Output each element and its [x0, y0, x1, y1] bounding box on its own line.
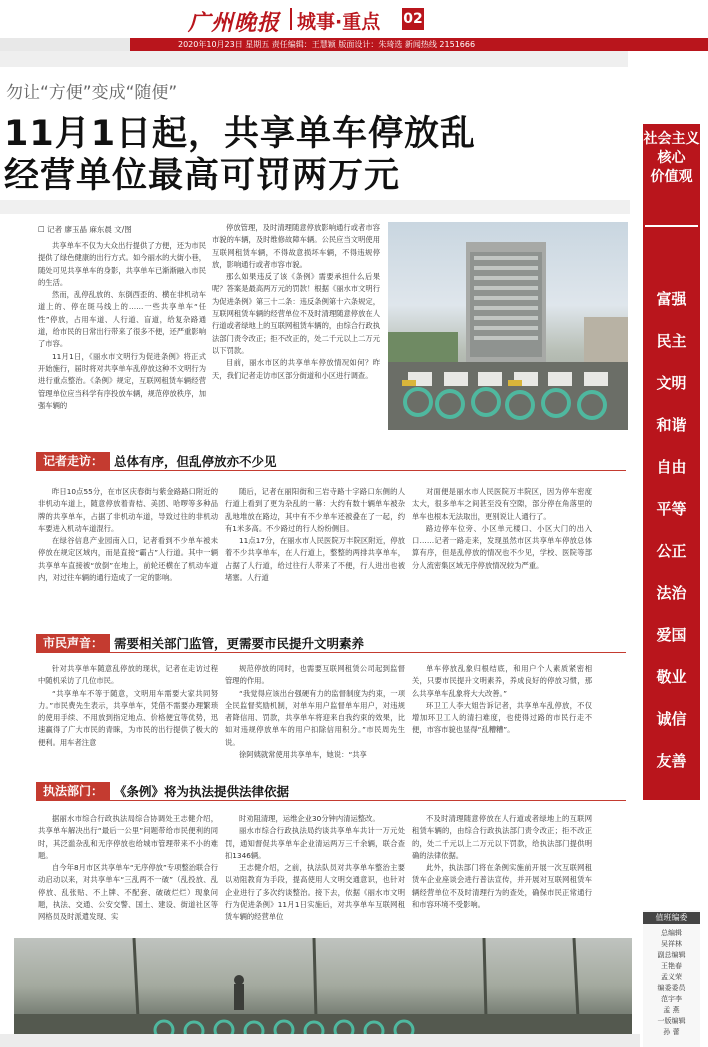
- section-title: 总体有序，但乱停放亦不少见: [114, 454, 277, 469]
- dateline: 2020年10月23日 星期五 责任编辑：王慧颖 版面设计：朱琦选 新闻热线 2151666: [178, 40, 476, 49]
- value-word: 法治: [656, 584, 687, 602]
- section-title: 《条例》将为执法提供法律依据: [114, 784, 290, 799]
- value-word: 敬业: [656, 668, 687, 686]
- section-1-column-3: [412, 486, 592, 608]
- paragraph: 随后，记者在丽阳街和三岩寺路十字路口东侧的人行道上看到了更为杂乱的一幕：大约有数十辆单车被杂乱地堆放在路边，其中有不少单车还被叠在了一起，约有1米多高。不少路过的行人纷纷侧目。: [225, 487, 405, 533]
- staff-line: 副总编辑: [657, 951, 686, 959]
- core-values-title: [643, 130, 700, 187]
- photo-parked-bikes-building: [388, 222, 628, 430]
- section-rule: [36, 800, 626, 801]
- staff-line: 范宇李: [661, 995, 682, 1003]
- value-word: 和谐: [656, 416, 687, 434]
- article-subhead: 勿让“方便”变成“随便”: [6, 83, 178, 103]
- value-word: 公正: [656, 542, 687, 560]
- paragraph: 11月1日，《丽水市文明行为促进条例》将正式开始施行，届时将对共享单车乱停放这种不文明行为进行重点整治。《条例》规定，互联网租赁车辆经营管理单位应当科学有序投放车辆，规范停放秩序，加强车辆的: [38, 351, 206, 410]
- masthead-divider: [290, 8, 292, 30]
- section-2-column-1: [38, 663, 218, 771]
- value-word: 民主: [656, 332, 687, 350]
- paragraph: “我觉得应该出台强硬有力的监督制度为约束，一项全民监督奖励机制，对单车用户监督单车用户，对违规者降信用、罚款，共享单车将迎来自我约束的效果，比如对违规停放单车的用户扣除信用积分。”市民周先生说。: [225, 688, 405, 747]
- byline: ☐ 记者 廖玉晶 麻东晨 文/图: [38, 225, 132, 234]
- lead-column-1: [38, 240, 206, 432]
- newspaper-logo: 广州晚报: [188, 10, 281, 36]
- paragraph: 徐阿姨就常使用共享单车，她说：“共享: [239, 750, 367, 760]
- section-title: 需要相关部门监管，更需要市民提升文明素养: [114, 636, 365, 651]
- core-values-title-line: 社会主义: [643, 131, 700, 147]
- section-header-reporter-visit: [36, 450, 626, 472]
- section-3-column-3: [412, 813, 592, 933]
- top-divider-band: [0, 51, 628, 67]
- staff-line: 孟 燕: [663, 1006, 680, 1014]
- paragraph: 时劝阻清理，运维企业30分钟内清运整改。: [239, 814, 380, 823]
- paragraph: 共享单车不仅为大众出行提供了方便，还为市民提供了绿色健康的出行方式。如今丽水的大街小巷，随处可见共享单车的身影，共享单车已渐渐融入市民的生活。: [38, 241, 206, 287]
- paragraph: 11点17分，在丽水市人民医院万丰院区附近，停放着不少共享单车，在人行道上，整整的两排共享单车，占据了人行道，给过往行人带来了不便，行人进出也被堵塞。人行道: [225, 536, 405, 583]
- paragraph: 王志健介绍，之前，执法队员对共享单车整治主要以劝阻教育为手段，提高使用人文明交通意识，也针对企业进行了多次约谈整治。接下去，依据《丽水市文明行为促进条例》11月1日实施后，对共享单车互联网租赁车辆的经营单位: [225, 863, 405, 922]
- value-word: 平等: [656, 500, 687, 518]
- paragraph: 此外，执法部门将在条例实施前开展一次互联网租赁车企业座谈会进行普法宣传，并开展对互联网租赁车辆经营单位不及时清理行为的查处，确保市民正常通行和市容环境不受影响。: [412, 863, 592, 910]
- section-1-column-1: [38, 486, 218, 608]
- core-values-title-line: 价值观: [650, 169, 693, 185]
- section-label: 市民声音：: [36, 634, 110, 652]
- staff-line: 一版编辑: [657, 1017, 686, 1025]
- paragraph: 规范停放的同时，也需要互联网租赁公司起到监督管理的作用。: [225, 664, 405, 686]
- paragraph: 然而，乱停乱放的、东倒西歪的、横在非机动车道上的、停在斑马线上的……一些共享单车“任性”停放，占用车道、人行道、盲道，给复杂路通道，给市民的日常出行带来了很多不便，还严重影响了市容。: [38, 290, 206, 349]
- staff-line: 编委委员: [657, 984, 686, 992]
- value-word: 诚信: [656, 710, 687, 728]
- section-label: 执法部门：: [36, 782, 110, 800]
- staff-line: 孟义荣: [661, 973, 682, 981]
- headline-divider-band: [0, 200, 630, 214]
- section-header-citizen-voice: [36, 632, 626, 654]
- value-word: 爱国: [656, 626, 687, 644]
- section-name: 城事·重点: [297, 11, 381, 33]
- headline-line-2: 经营单位最高可罚两万元: [4, 156, 401, 196]
- paragraph: 据丽水市综合行政执法局综合协调处王志健介绍，共享单车解决出行“最后一公里”问题带给市民便利的同时，其泛滥杂乱和无序停放也给城市管理带来不小的难题。: [38, 814, 218, 860]
- paragraph: “共享单车不等于随意，文明用车需要大家共同努力。”市民费先生表示，共享单车，凭借不需要办理繁琐的使用手续、不用放到指定地点、价格便宜等优势，迅速赢得了广大市民的青睐，为市民的出行提供了极大的便利。用车者注意: [38, 688, 218, 747]
- value-word: 文明: [656, 374, 687, 392]
- staff-line: 孙 蕾: [663, 1028, 680, 1036]
- staff-line: 王艳春: [661, 962, 682, 970]
- section-header-law-enforcement: [36, 780, 626, 802]
- section-rule: [36, 470, 626, 471]
- paragraph: 对面便是丽水市人民医院万丰院区，因为停车密度太大，很多单车之间甚至没有空隙，部分停在角落里的单车也根本无法取出，更别说让人通行了。: [412, 487, 592, 521]
- paragraph: 路边停车位旁、小区单元楼口、小区大门的出入口……记者一路走来，发现虽然市区共享单车停放总体算有序，但是乱停放的情况也不少见，学校、医院等部分人流密集区域无序停放情况较为严重。: [412, 523, 592, 570]
- paragraph: 停放管理，及时清理随意停放影响通行或者市容市貌的车辆，及时维修故障车辆。公民应当文明使用互联网租赁车辆，不得故意损坏车辆，不得违规停放，影响通行或者市容市貌。: [212, 223, 380, 269]
- page-number-badge: 02: [402, 8, 424, 30]
- masthead: [0, 0, 708, 38]
- paragraph: 针对共享单车随意乱停放的现状，记者在走访过程中随机采访了几位市民。: [38, 664, 218, 686]
- paragraph: 在绿谷信息产业园南入口，记者看到不少单车被未停放在规定区域内，而是直接“霸占”人行道。其中一辆共享单车直接被“放倒”在地上，前轮还横在了机动车道内，对过往车辆的通行造成了一定的影响。: [38, 536, 218, 583]
- photo-bikes-on-sidewalk: [14, 938, 632, 1044]
- headline-line-1: 11月1日起，共享单车停放乱: [4, 114, 477, 154]
- paragraph: 不及时清理随意停放在人行道或者绿地上的互联网租赁车辆的，由综合行政执法部门责令改正；拒不改正的，处二千元以上二万元以下罚款，给执法部门提供明确的法律依据。: [412, 814, 592, 860]
- section-label: 记者走访：: [36, 452, 110, 470]
- core-values-title-line: 核心: [657, 150, 686, 166]
- staff-title: 值班编委: [643, 912, 700, 924]
- section-3-column-2: [225, 813, 405, 933]
- section-2-column-3: [412, 663, 592, 771]
- section-3-column-1: [38, 813, 218, 933]
- paragraph: 那么如果违反了该《条例》需要承担什么后果呢？答案是最高两万元的罚款！根据《丽水市文明行为促进条例》第三十二条：违反条例第十六条规定，互联网租赁车辆的经营单位不及时清理随意停放在人行道或者绿地上的互联网租赁车辆的，由综合行政执法部门责令改正；拒不改正的，处二千元以上二万元以下罚款。: [212, 272, 380, 355]
- section-2-column-2: [225, 663, 405, 771]
- staff-line: 总编辑: [661, 929, 682, 937]
- bottom-divider-band: [0, 1034, 640, 1047]
- lead-column-2: [212, 222, 380, 430]
- staff-line: 吴祥林: [661, 940, 682, 948]
- value-word: 友善: [656, 752, 687, 770]
- section-1-column-2: [225, 486, 405, 608]
- value-word: 自由: [656, 458, 687, 476]
- paragraph: 目前，丽水市区的共享单车停放情况如何？昨天，我们记者走访市区部分街道和小区进行调查。: [212, 358, 380, 380]
- paragraph: 自今年8月市区共享单车“无序停放”专项整治联合行动启动以来，对共享单车“三乱两不一破”（乱投放、乱停放、乱张贴、不上牌、不配套、破破烂烂）现象问题，执法、交通、公安交警、国土、建设、街道社区等网格员及时派遣发现、实: [38, 863, 218, 922]
- core-values-divider: [645, 225, 698, 227]
- paragraph: 环卫工人李大姐告诉记者，共享单车乱停放，不仅增加环卫工人的清扫难度，也使得过路的市民行走不便，市容市貌也显得“乱糟糟”。: [412, 700, 592, 735]
- paragraph: 昨日10点55分，在市区庆春街与紫金路路口附近的非机动车道上，随意停放着青桔、美团、哈啰等多种品牌的共享单车，占据了非机动车道，导致过往的非机动车要进入机动车道混行。: [38, 487, 218, 533]
- photo-illustration: [14, 938, 632, 1044]
- paragraph: 丽水市综合行政执法局约谈共享单车共计一万元处罚，通知督促共享单车企业清运两万三千余辆，联合查扣1346辆。: [225, 826, 405, 860]
- value-word: 富强: [656, 290, 687, 308]
- info-bar-left: [0, 38, 130, 51]
- photo-illustration: [388, 222, 628, 430]
- section-rule: [36, 652, 626, 653]
- paragraph: 单车停放乱象归根结底，和用户个人素质紧密相关，只要市民提升文明素养，养成良好的停放习惯，那么共享单车乱象将大大改善。”: [412, 664, 592, 698]
